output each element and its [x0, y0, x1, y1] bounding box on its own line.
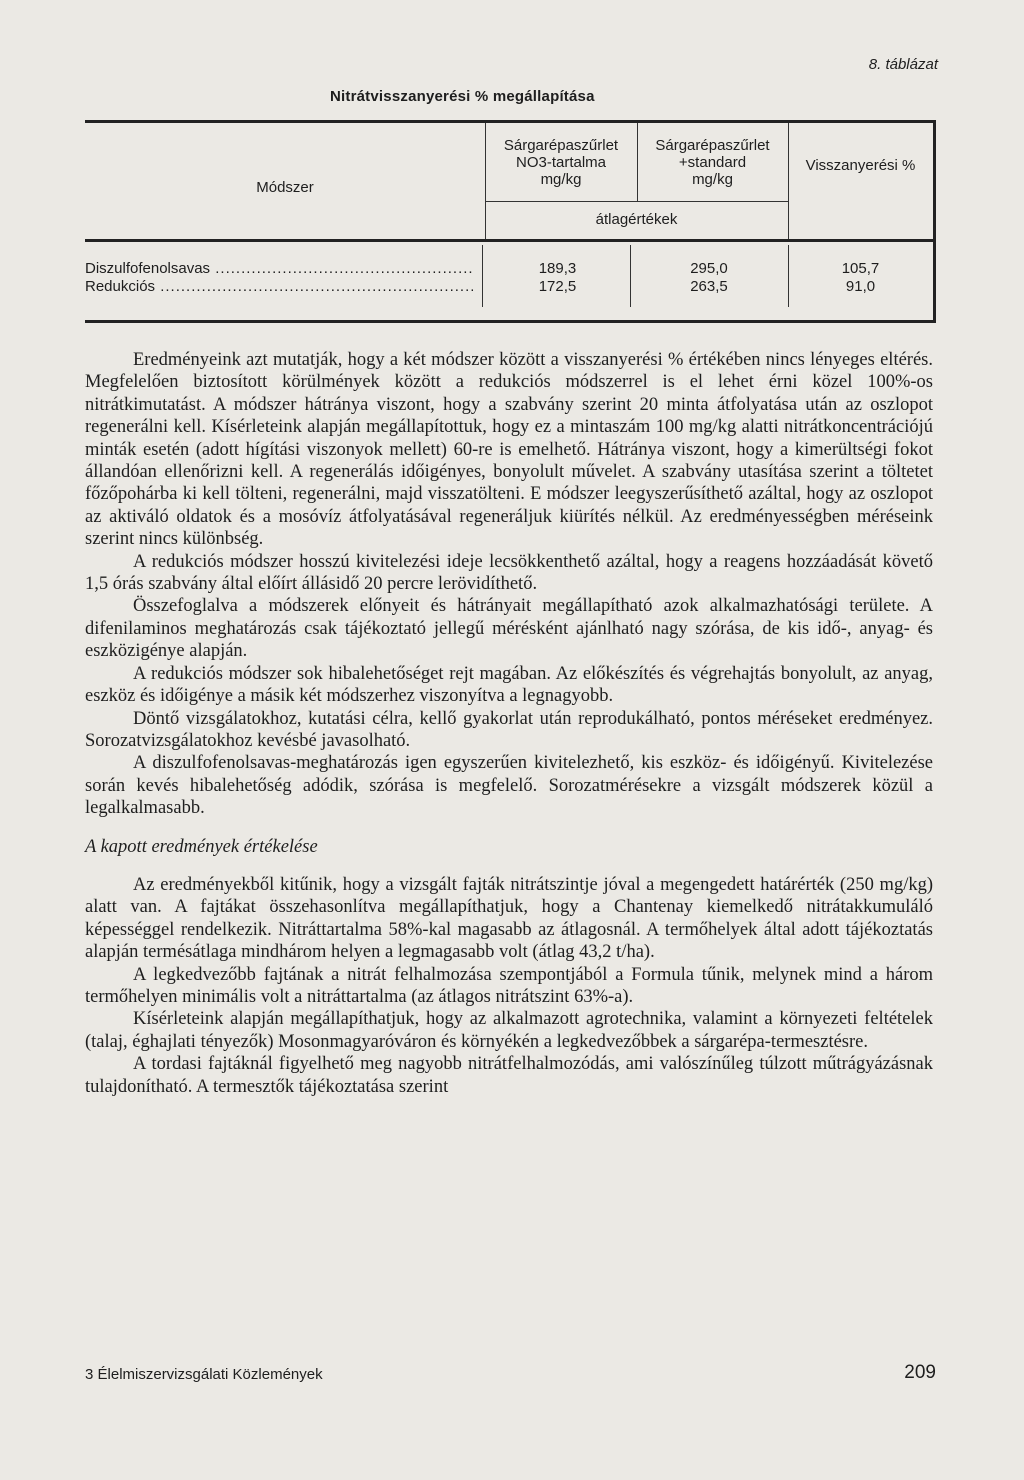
- section-heading: A kapott eredmények értékelése: [85, 836, 318, 857]
- row-method: Diszulfofenolsavas .....: [85, 260, 473, 278]
- col-divider: [788, 123, 789, 239]
- journal-footer: 3 Élelmiszervizsgálati Közlemények: [85, 1366, 323, 1383]
- header-line: Sárgarépaszűrlet: [655, 137, 770, 154]
- row-value-nitrate: 172,5: [538, 278, 577, 295]
- row-method: Redukciós .....: [85, 278, 473, 296]
- row-value-standard: 295,0: [690, 260, 728, 277]
- header-recovery: Visszanyerési %: [805, 157, 916, 174]
- paragraph: Összefoglalva a módszerek előnyeit és hátrányait megállapítható azok alkalmazhatósági területe. A difenilaminos meghatározás csak tájékoztató jellegű mérésként ajánlható nagy szórása, de kis idő-, anyag- és eszközigénye alapján.: [85, 596, 933, 662]
- header-nitrate-content: [485, 137, 637, 188]
- header-line: +standard: [678, 154, 747, 171]
- paragraph: Eredményeink azt mutatják, hogy a két módszer között a visszanyerési % értékében nincs lényeges eltérés. Megfelelően biztosított körülmények között a redukciós módszerrel is el lehet érni közel 100%-os nitrátkimutatást. A módszer hátránya viszont, hogy a szabvány szerint 20 minta átfolyatása után az oszlopot regenerálni kell. Kísérleteink alapján megállapítottuk, hogy ez a mintaszám 100 mg/kg alatti nitrátkoncentrációjú minták esetén (adott hígítási viszonyok mellett) 60-re is emelhető. Hátránya viszont, hogy a kimerültségi fokot állandóan ellenőrizni kell. A regenerálás időigényes, bonyolult művelet. A szabvány utasítása szerint a töltetet főzőpohárba ki kell tölteni, regenerálni, majd visszatölteni. E módszer leegyszerűsíthető azáltal, hogy az oszlopot az aktiváló oldatok és a mosóvíz átfolyatásával regeneráljuk kiürítés nélkül. Az eredményességben méréseink szerint nincs különbség.: [85, 350, 933, 550]
- header-separator: [85, 239, 933, 242]
- header-line: Sárgarépaszűrlet: [503, 137, 619, 154]
- header-line: mg/kg: [692, 171, 733, 188]
- header-line: NO3-tartalma: [515, 154, 607, 171]
- row-value-standard: 263,5: [690, 278, 728, 295]
- page-number: 209: [904, 1362, 936, 1383]
- paragraph: A legkedvezőbb fajtának a nitrát felhalmozása szempontjából a Formula tűnik, melynek mind a három termőhelyen minimális volt a nitráttartalma (az átlagos nitrátszint 63%-a).: [85, 964, 933, 1007]
- header-averages: átlagértékek: [595, 211, 678, 228]
- table-number-label: 8. táblázat: [868, 56, 938, 73]
- article-body: [85, 349, 933, 1098]
- row-value-recovery: 105,7: [841, 260, 880, 277]
- results-table: [85, 120, 936, 323]
- header-standard: [637, 137, 788, 188]
- paragraph: Kísérleteink alapján megállapíthatjuk, hogy az alkalmazott agrotechnika, valamint a környezeti feltételek (talaj, éghajlati tényezők) Mosonmagyaróváron és környékén a legkedvezőbbek a sárgarépa-termesztésre.: [85, 1009, 933, 1052]
- table-row: [85, 278, 933, 296]
- paragraph: Döntő vizsgálatokhoz, kutatási célra, kellő gyakorlat után reprodukálható, pontos méréseket eredményez. Sorozatvizsgálatokhoz kevésbé javasolható.: [85, 708, 933, 751]
- paragraph: A diszulfofenolsavas-meghatározás igen egyszerűen kivitelezhető, kis eszköz- és időigényű. Kivitelezése során kevés hibalehetőség adódik, szórása is megfelelő. Sorozatmérésekre a vizsgált módszerek közül a legalkalmasabb.: [85, 753, 933, 819]
- header-line: mg/kg: [540, 171, 582, 188]
- paragraph: Az eredményekből kitűnik, hogy a vizsgált fajták nitrátszintje jóval a megengedett határérték (250 mg/kg) alatt van. A fajtákat összehasonlítva megállapíthatjuk, hogy a Chantenay kiemelkedő nitrátakkumuláló képességgel rendelkezik. Nitráttartalma 58%-kal magasabb az átlagosnál. A termőhelyek által adott tájékoztatás alapján termésátlaga mindhárom helyen a legmagasabb volt (átlag 43,2 t/ha).: [85, 874, 933, 963]
- header-subdivider: [485, 201, 788, 202]
- paragraph: A redukciós módszer sok hibalehetőséget rejt magában. Az előkészítés és végrehajtás bonyolult, az anyag, eszköz és időigénye a másik két módszerhez viszonyítva a legnagyobb.: [85, 663, 933, 707]
- row-value-nitrate: 189,3: [538, 260, 577, 277]
- paragraph: A redukciós módszer hosszú kivitelezési ideje lecsökkenthető azáltal, hogy a reagens hozzáadását követő 1,5 órás szabvány által előírt állásidő 20 percre lerövidíthető.: [85, 551, 933, 595]
- header-method: Módszer: [256, 179, 314, 196]
- table-row: [85, 260, 933, 278]
- paragraph: A tordasi fajtáknál figyelhető meg nagyobb nitrátfelhalmozódás, ami valószínűleg túlzott műtrágyázásnak tulajdonítható. A termesztők tájékoztatása szerint: [85, 1054, 933, 1097]
- row-value-recovery: 91,0: [845, 278, 876, 295]
- table-title: Nitrátvisszanyerési % megállapítása: [330, 88, 595, 105]
